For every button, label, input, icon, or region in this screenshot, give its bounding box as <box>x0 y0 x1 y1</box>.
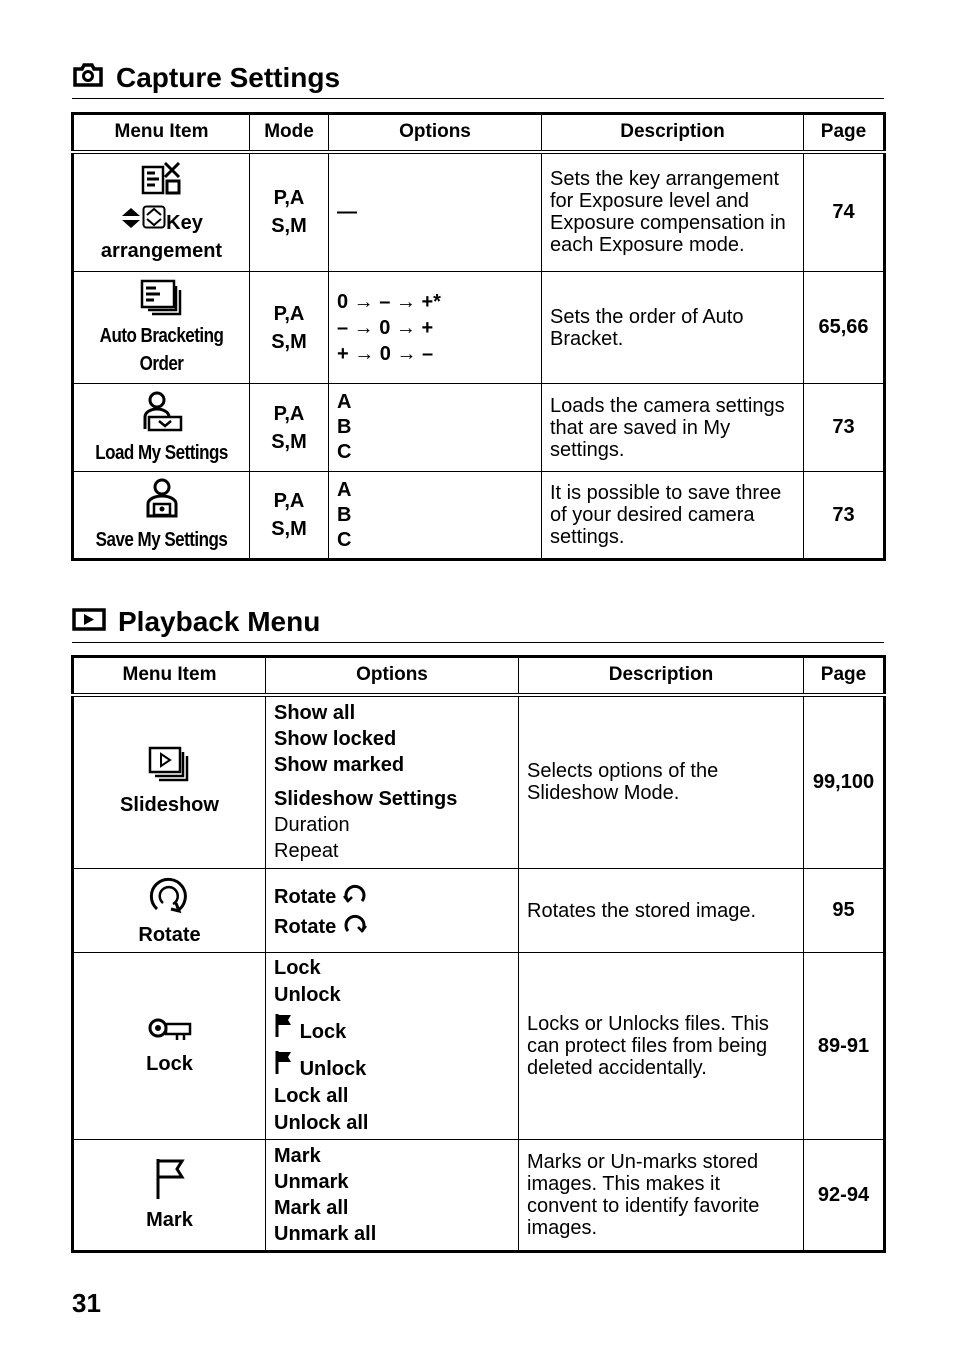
mode-cell: P,A S,M <box>250 472 329 560</box>
auto-bracketing-icon <box>139 299 185 321</box>
lock-label: Lock <box>146 1053 193 1075</box>
key-label: Key <box>166 212 203 235</box>
table-row <box>73 384 885 472</box>
menu-item-key-arrangement <box>73 152 250 272</box>
save-settings-icon <box>139 503 185 525</box>
arrangement-label: arrangement <box>100 240 223 263</box>
capture-settings-table <box>71 112 886 561</box>
header-menu-item: Menu Item <box>73 114 250 152</box>
options-cell: A B C <box>329 384 542 472</box>
table-header-row <box>73 114 885 152</box>
menu-item-lock <box>73 953 266 1140</box>
playback-icon <box>72 606 106 638</box>
slideshow-label: Slideshow <box>120 794 219 817</box>
mark-flag-icon <box>150 1183 190 1205</box>
page-cell: 73 <box>804 384 885 472</box>
page-cell: 99,100 <box>804 695 885 869</box>
slideshow-icon <box>147 768 193 790</box>
header-options: Options <box>329 114 542 152</box>
description-cell: It is possible to save three of your desired camera settings. <box>542 472 804 560</box>
load-my-settings-label: Load My Settings <box>95 441 228 464</box>
playback-menu-table <box>71 655 886 1253</box>
rotate-cw-icon <box>342 916 368 938</box>
header-description: Description <box>519 657 804 695</box>
description-cell: Marks or Un-marks stored images. This makes it convent to identify favorite images. <box>519 1140 804 1252</box>
description-cell: Sets the key arrangement for Exposure level and Exposure compensation in each Exposure mode. <box>542 152 804 272</box>
up-down-outline-icon <box>142 212 166 234</box>
order-label: Order <box>139 352 184 375</box>
up-down-arrow-icon <box>120 212 142 234</box>
options-cell: Lock Unlock Lock Unlock Lock all Unlock all <box>266 953 519 1140</box>
menu-item-rotate <box>73 869 266 953</box>
table-row <box>73 272 885 384</box>
table-row <box>73 152 885 272</box>
table-row <box>73 472 885 560</box>
options-cell: Show all Show locked Show marked Slideshow Settings Duration Repeat <box>266 695 519 869</box>
description-cell: Rotates the stored image. <box>519 869 804 953</box>
page-cell: 89-91 <box>804 953 885 1140</box>
load-settings-icon <box>139 416 185 438</box>
mode-cell: P,A S,M <box>250 152 329 272</box>
mode-cell: P,A S,M <box>250 272 329 384</box>
page-cell: 74 <box>804 152 885 272</box>
table-row <box>73 953 885 1140</box>
mark-label: Mark <box>146 1209 193 1231</box>
menu-item-save-my-settings <box>73 472 250 560</box>
page-cell: 92-94 <box>804 1140 885 1252</box>
flag-icon <box>274 1021 294 1043</box>
page-cell: 95 <box>804 869 885 953</box>
table-row <box>73 869 885 953</box>
description-cell: Loads the camera settings that are saved in My settings. <box>542 384 804 472</box>
header-page: Page <box>804 657 885 695</box>
key-arrangement-icon <box>139 182 185 204</box>
header-menu-item: Menu Item <box>73 657 266 695</box>
table-row <box>73 1140 885 1252</box>
lock-key-icon <box>147 1027 193 1049</box>
description-cell: Locks or Unlocks files. This can protect files from being deleted accidentally. <box>519 953 804 1140</box>
playback-menu-title: Playback Menu <box>72 606 884 643</box>
options-cell: Rotate Rotate <box>266 869 519 953</box>
page-cell: 65,66 <box>804 272 885 384</box>
flag-icon <box>274 1058 294 1080</box>
page-cell: 73 <box>804 472 885 560</box>
options-cell: Mark Unmark Mark all Unmark all <box>266 1140 519 1252</box>
header-options: Options <box>266 657 519 695</box>
menu-item-load-my-settings <box>73 384 250 472</box>
auto-bracketing-label: Auto Bracketing <box>99 324 224 347</box>
rotate-ccw-icon <box>342 886 368 908</box>
table-header-row <box>73 657 885 695</box>
rotate-icon <box>147 898 193 920</box>
options-cell: 0 → – → +* – → 0 → + + → 0 → – <box>329 272 542 384</box>
menu-item-mark <box>73 1140 266 1252</box>
save-my-settings-label: Save My Settings <box>95 529 228 551</box>
menu-item-slideshow <box>73 695 266 869</box>
menu-item-auto-bracketing-order <box>73 272 250 384</box>
table-row <box>73 695 885 869</box>
camera-icon <box>72 62 104 94</box>
options-cell: A B C <box>329 472 542 560</box>
header-mode: Mode <box>250 114 329 152</box>
header-description: Description <box>542 114 804 152</box>
description-cell: Sets the order of Auto Bracket. <box>542 272 804 384</box>
header-page: Page <box>804 114 885 152</box>
capture-settings-title: Capture Settings <box>72 62 884 99</box>
description-cell: Selects options of the Slideshow Mode. <box>519 695 804 869</box>
rotate-label: Rotate <box>138 923 201 946</box>
mode-cell: P,A S,M <box>250 384 329 472</box>
options-cell: — <box>329 152 542 272</box>
page-number: 31 <box>72 1288 101 1318</box>
